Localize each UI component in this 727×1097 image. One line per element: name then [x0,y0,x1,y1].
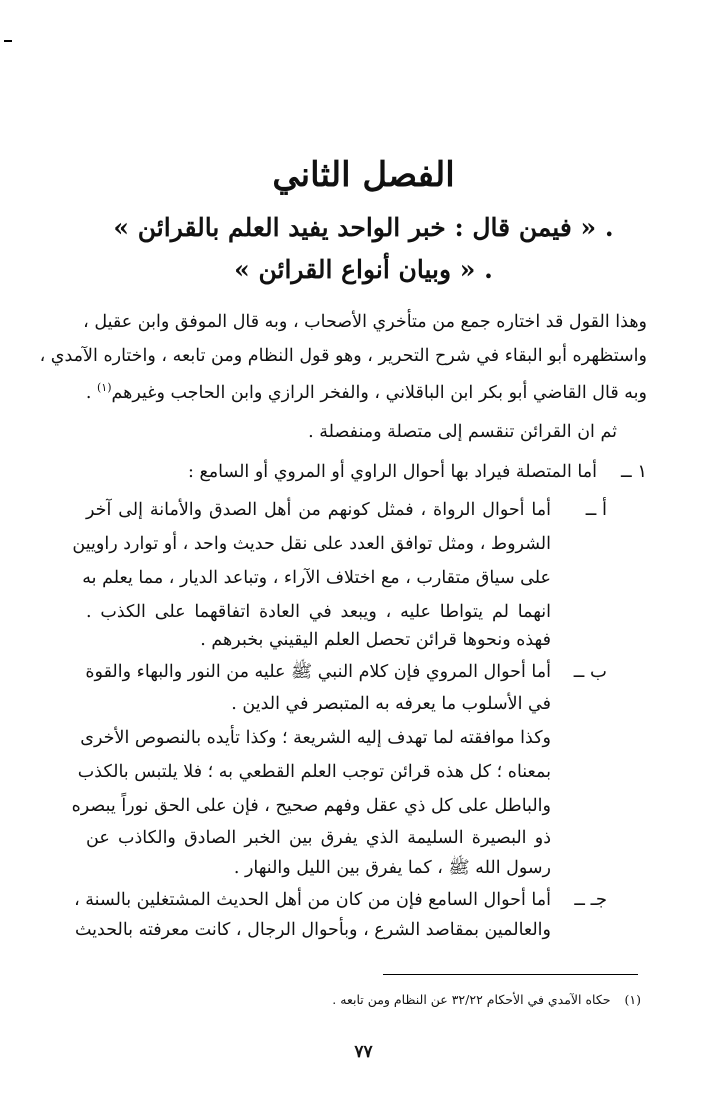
sub-b-line-1: أما أحوال المروي فإن كلام النبي ﷺ عليه من النور والبهاء والقوة [85,662,551,682]
page-number: ٧٧ [354,1042,373,1062]
sub-a-line-3: على سياق متقارب ، مع اختلاف الآراء ، وتباعد الديار ، مما يعلم به [82,568,551,588]
item-1-text: أما المتصلة فيراد بها أحوال الراوي أو المروي أو السامع : [188,462,597,482]
sub-b-line-2: في الأسلوب ما يعرفه به المتبصر في الدين . [231,694,551,714]
sub-c-line-2: والعالمين بمقاصد الشرع ، وبأحوال الرجال ، كانت معرفته بالحديث [74,920,551,940]
sub-b-line-4: بمعناه ؛ كل هذه قرائن توجب العلم القطعي به ؛ فلا يلتبس بالكذب [77,762,551,782]
item-1-label: ١ ــ [621,461,647,482]
chapter-subtitle-2: « وبيان أنواع القرائن » . [234,255,493,284]
sub-a-line-5: فهذه ونحوها قرائن تحصل العلم اليقيني بخبرهم . [200,630,551,650]
sub-b-line-6: ذو البصيرة السليمة الذي يفرق بين الخبر الصادق والكاذب عن [86,828,551,848]
intro-line-3 [86,372,647,409]
crop-mark [4,40,12,42]
footnote-text: حكاه الآمدي في الأحكام ٣٢/٢٢ عن النظام ومن تابعه . [332,992,611,1007]
sub-a-line-4: انهما لم يتواطا عليه ، ويبعد في العادة اتفاقهما على الكذب . [86,602,551,622]
chapter-subtitle-1: « فيمن قال : خبر الواحد يفيد العلم بالقرائن » . [113,213,614,242]
division-sentence: ثم ان القرائن تنقسم إلى متصلة ومنفصلة . [308,422,617,442]
sub-b-line-5: والباطل على كل ذي عقل وفهم صحيح ، فإن على الحق نوراً يبصره [71,796,551,816]
intro-line-1: وهذا القول قد اختاره جمع من متأخري الأصحاب ، وبه قال الموفق وابن عقيل ، [83,312,647,332]
sub-a-line-2: الشروط ، ومثل توافق العدد على نقل حديث واحد ، أو توارد راويين [72,534,551,554]
footnote-number: (١) [624,992,641,1007]
sub-a-line-1: أما أحوال الرواة ، فمثل كونهم من أهل الصدق والأمانة إلى آخر [86,500,551,520]
footnote-ref: (١) [96,381,112,394]
intro-line-2: واستظهره أبو البقاء في شرح التحرير ، وهو قول النظام ومن تابعه ، واختاره الآمدي ، [39,346,647,366]
sub-a-label: أ ــ [585,499,607,520]
footnote-separator [383,974,638,975]
footnote [332,990,641,1010]
sub-b-label: ب ــ [573,661,607,682]
sub-c-line-1: أما أحوال السامع فإن من كان من أهل الحديث المشتغلين بالسنة ، [74,890,551,910]
intro-line-3-end: . [85,382,97,403]
chapter-title: الفصل الثاني [272,155,455,195]
sub-c-label: جـ ــ [574,889,607,910]
sub-b-line-3: وكذا موافقته لما تهدف إليه الشريعة ؛ وكذا تأيده بالنصوص الأخرى [80,728,551,748]
intro-line-3-text: وبه قال القاضي أبو بكر ابن الباقلاني ، والفخر الرازي وابن الحاجب وغيرهم [111,382,647,403]
sub-b-line-7: رسول الله ﷺ ، كما يفرق بين الليل والنهار . [233,858,551,878]
